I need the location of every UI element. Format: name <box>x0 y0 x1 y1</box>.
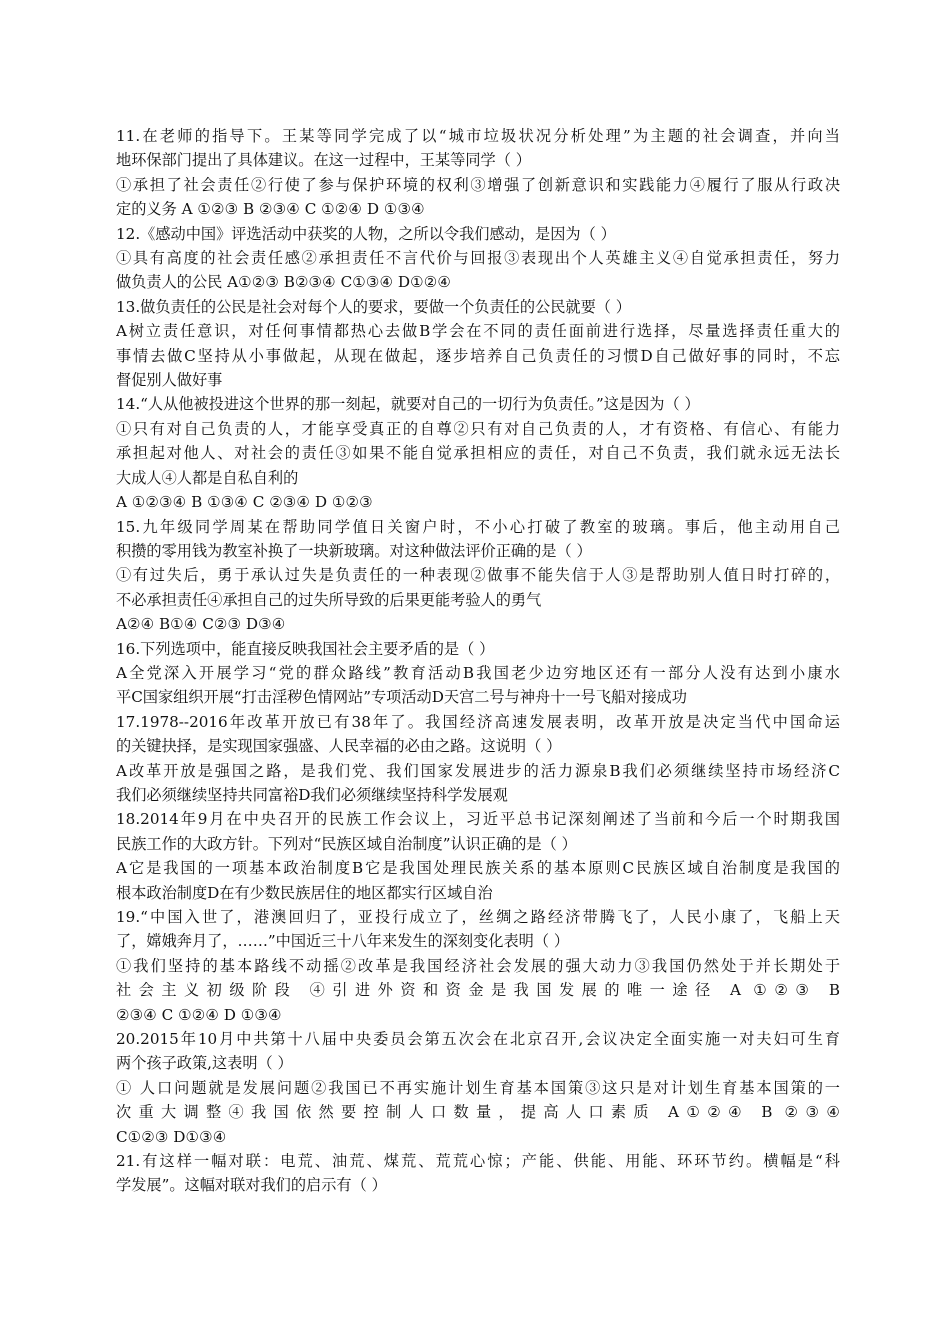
text-line: A ①②③④ B ①③④ C ②③④ D ①②③ <box>116 493 373 512</box>
text-line: 11.在老师的指导下。王某等同学完成了以“城市垃圾状况分析处理”为主题的社会调查，并向当 <box>116 127 840 145</box>
text-line: ①承担了社会责任②行使了参与保护环境的权利③增强了创新意识和实践能力④履行了服从行政决 <box>116 175 840 194</box>
text-line: 14.“人从他被投进这个世界的那一刻起，就要对自己的一切行为负责任。”这是因为（ ） <box>116 395 700 414</box>
text-line: 社会主义初级阶段 ④引进外资和资金是我国发展的唯一途径 A ①②③ B <box>116 981 840 1000</box>
text-line: 民族工作的大政方针。下列对“民族区域自治制度”认识正确的是（ ） <box>116 834 577 853</box>
text-line: C①②③ D①③④ <box>116 1127 227 1146</box>
text-line: A改革开放是强国之路，是我们党、我们国家发展进步的活力源泉B我们必须继续坚持市场经济C <box>116 761 840 780</box>
text-line: ① 人口问题就是发展问题②我国已不再实施计划生育基本国策③这只是对计划生育基本国策的一 <box>116 1078 840 1097</box>
text-line: 学发展”。这幅对联对我们的启示有（ ） <box>116 1176 387 1195</box>
text-line: ①有过失后，勇于承认过失是负责任的一种表现②做事不能失信于人③是帮助别人值日时打碎的， <box>116 566 840 585</box>
text-line: 18.2014年9月在中央召开的民族工作会议上，习近平总书记深刻阐述了当前和今后一个时期我国 <box>116 810 840 829</box>
text-line: 督促别人做好事 <box>116 371 223 390</box>
text-line: 平C国家组织开展“打击淫秽色情网站”专项活动D天宫二号与神舟十一号飞船对接成功 <box>116 688 687 707</box>
text-line: 不必承担责任④承担自己的过失所导致的后果更能考验人的勇气 <box>116 590 542 609</box>
text-line: 根本政治制度D在有少数民族居住的地区都实行区域自治 <box>116 883 493 902</box>
text-line: 大成人④人都是自私自利的 <box>116 468 299 487</box>
text-line: 我们必须继续坚持共同富裕D我们必须继续坚持科学发展观 <box>116 785 508 804</box>
text-line: 13.做负责任的公民是社会对每个人的要求，要做一个负责任的公民就要（ ） <box>116 297 631 316</box>
text-line: ①我们坚持的基本路线不动摇②改革是我国经济社会发展的强大动力③我国仍然处于并长期处于 <box>116 956 840 975</box>
text-line: ②③④ C ①②④ D ①③④ <box>116 1005 282 1024</box>
text-line: 的关键抉择，是实现国家强盛、人民幸福的必由之路。这说明（ ） <box>116 737 562 756</box>
text-line: 15.九年级同学周某在帮助同学值日关窗户时，不小心打破了教室的玻璃。事后，他主动用自己 <box>116 517 840 536</box>
text-line: 12.《感动中国》评选活动中获奖的人物，之所以令我们感动，是因为（ ） <box>116 224 616 243</box>
text-line: 地环保部门提出了具体建议。在这一过程中，王某等同学（ ） <box>116 151 531 170</box>
text-line: 定的义务 A ①②③ B ②③④ C ①②④ D ①③④ <box>116 200 425 219</box>
text-line: 了，嫦娥奔月了，……”中国近三十八年来发生的深刻变化表明（ ） <box>116 932 570 951</box>
text-line: A②④ B①④ C②③ D③④ <box>116 615 286 634</box>
text-line: 事情去做C坚持从小事做起，从现在做起，逐步培养自己负责任的习惯D自己做好事的同时，不忘 <box>116 346 840 365</box>
text-line: 积攒的零用钱为教室补换了一块新玻璃。对这种做法评价正确的是（ ） <box>116 541 592 560</box>
text-line: 19.“中国入世了，港澳回归了，亚投行成立了，丝绸之路经济带腾飞了，人民小康了，飞船上天 <box>116 908 840 926</box>
text-line: 承担起对他人、对社会的责任③如果不能自觉承担相应的责任，对自己不负责，我们就永远无法长 <box>116 444 840 463</box>
text-line: ①只有对自己负责的人，才能享受真正的自尊②只有对自己负责的人，才有资格、有信心、有能力 <box>116 419 840 438</box>
text-line: 17.1978--2016年改革开放已有38年了。我国经济高速发展表明，改革开放是决定当代中国命运 <box>116 712 840 731</box>
text-line: 次重大调整④我国依然要控制人口数量，提高人口素质 A①②④ B ②③④ <box>116 1103 840 1122</box>
text-line: A它是我国的一项基本政治制度B它是我国处理民族关系的基本原则C民族区域自治制度是我国的 <box>116 859 840 878</box>
text-line: 21.有这样一幅对联：电荒、油荒、煤荒、荒荒心惊；产能、供能、用能、环环节约。横幅是“科 <box>116 1152 840 1171</box>
document-page <box>116 124 840 1198</box>
text-line: 16.下列选项中，能直接反映我国社会主要矛盾的是（ ） <box>116 639 495 658</box>
text-line: 做负责人的公民 A①②③ B②③④ C①③④ D①②④ <box>116 273 451 292</box>
text-line: 两个孩子政策,这表明（ ） <box>116 1054 293 1073</box>
text-line: ①具有高度的社会责任感②承担责任不言代价与回报③表现出个人英雄主义④自觉承担责任，努力 <box>116 249 840 268</box>
text-line: A全党深入开展学习“党的群众路线”教育活动B我国老少边穷地区还有一部分人没有达到小康水 <box>116 663 840 682</box>
text-line: 20.2015年10月中共第十八届中央委员会第五次会在北京召开,会议决定全面实施一对夫妇可生育 <box>116 1030 840 1049</box>
text-line: A树立责任意识，对任何事情都热心去做B学会在不同的责任面前进行选择，尽量选择责任重大的 <box>116 322 840 341</box>
